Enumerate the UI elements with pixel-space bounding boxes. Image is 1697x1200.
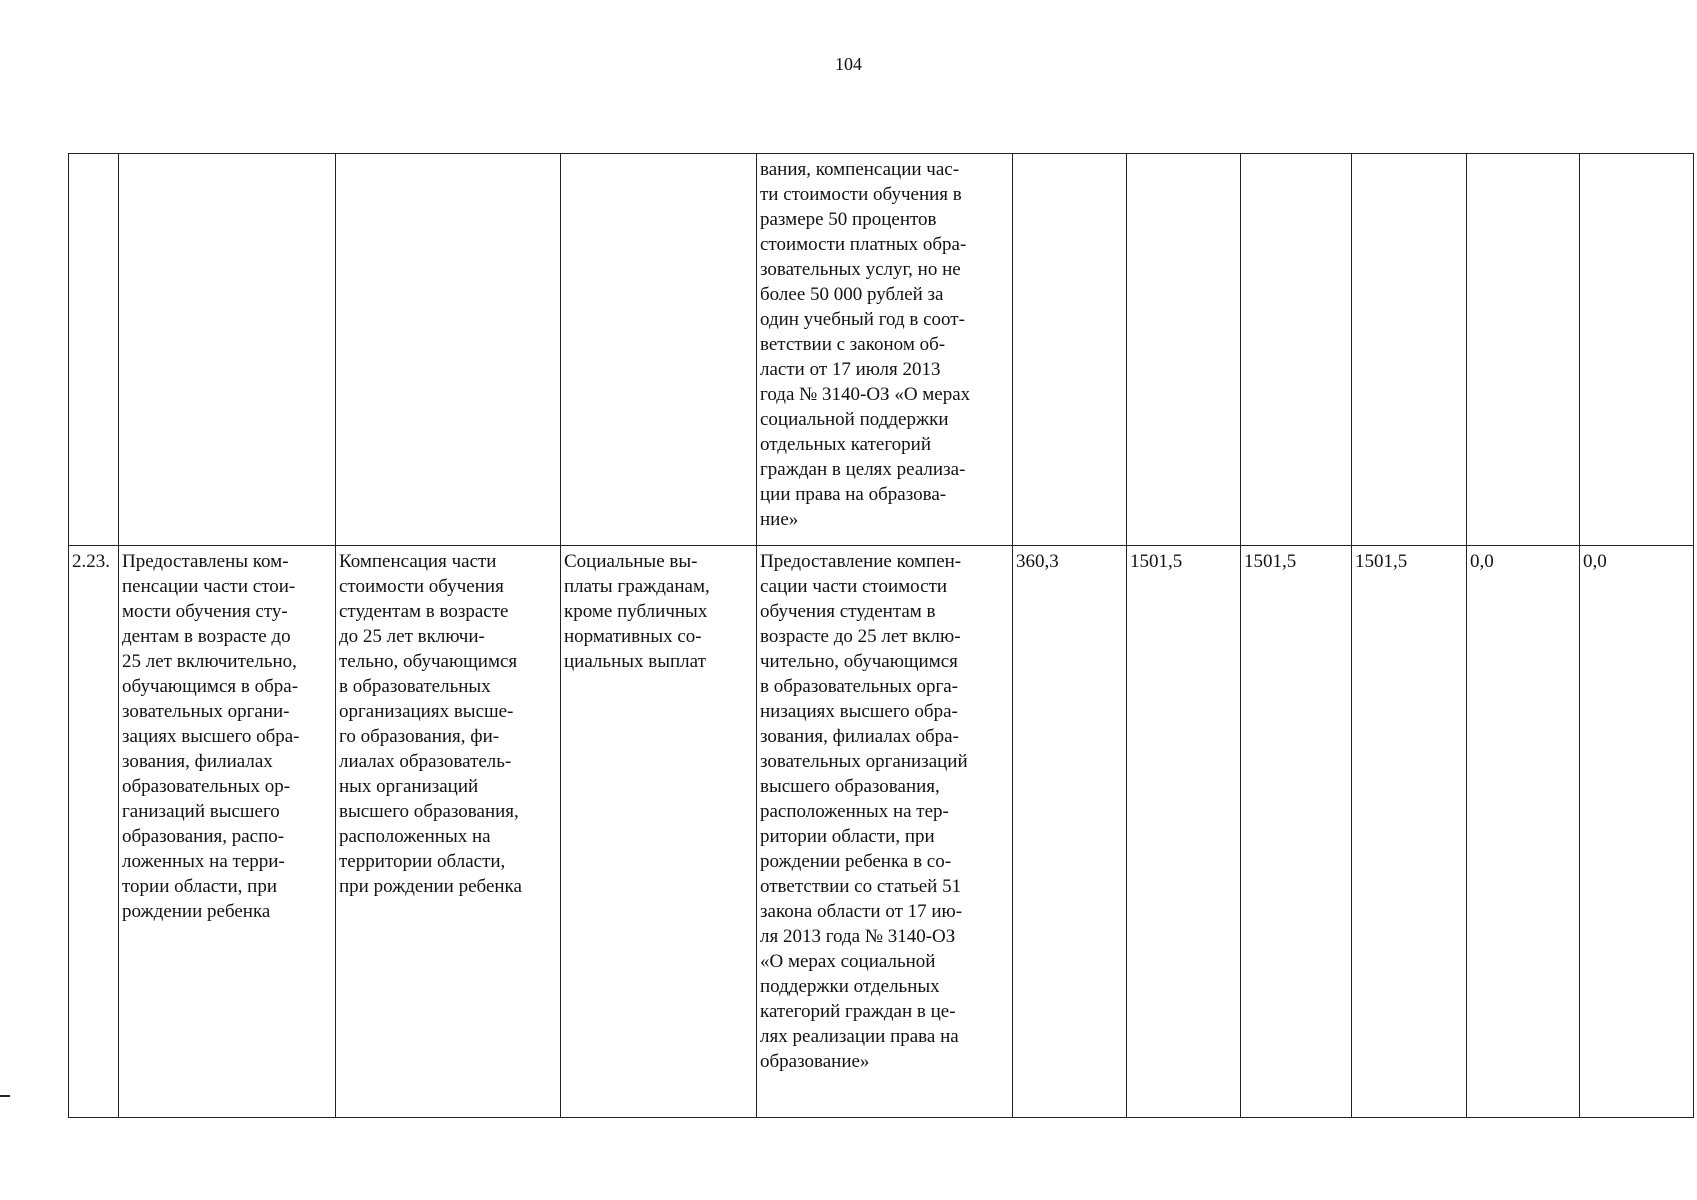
cell-measure xyxy=(336,154,561,546)
text-line: ложенных на терри- xyxy=(122,851,285,872)
text-line: зовательных организаций xyxy=(760,751,968,772)
text-line: стоимости платных обра- xyxy=(760,234,967,255)
text-line: зования, филиалах обра- xyxy=(760,726,959,747)
text-line: зовательных органи- xyxy=(122,701,290,722)
cell-description xyxy=(757,546,1013,1118)
text-line: сации части стоимости xyxy=(760,576,948,597)
text-line: студентам в возрасте xyxy=(339,601,509,622)
value-6: 0,0 xyxy=(1583,551,1607,572)
cell-result xyxy=(119,154,336,546)
cell-expense-type xyxy=(561,546,757,1118)
cell-value-6 xyxy=(1580,546,1694,1118)
text-line: высшего образования, xyxy=(760,776,940,797)
text-line: при рождении ребенка xyxy=(339,876,522,897)
cell-value-1 xyxy=(1013,546,1127,1118)
text-line: лях реализации права на xyxy=(760,1026,959,1047)
text-line: Социальные вы- xyxy=(564,551,698,572)
text-line: зациях высшего обра- xyxy=(122,726,300,747)
value-3: 1501,5 xyxy=(1244,551,1297,572)
text-line: высшего образования, xyxy=(339,801,519,822)
cell-expense-type xyxy=(561,154,757,546)
text-line: го образования, фи- xyxy=(339,726,500,747)
text-line: нормативных со- xyxy=(564,626,702,647)
text-line: расположенных на xyxy=(339,826,491,847)
text-line: кроме публичных xyxy=(564,601,708,622)
table-row-continuation xyxy=(69,154,1694,546)
margin-mark xyxy=(0,1095,10,1097)
cell-number xyxy=(69,154,119,546)
text-line: возрасте до 25 лет вклю- xyxy=(760,626,961,647)
text-line: ти стоимости обучения в xyxy=(760,184,962,205)
text-line: граждан в целях реализа- xyxy=(760,459,966,480)
text-line: лиалах образователь- xyxy=(339,751,512,772)
text-line: года № 3140-ОЗ «О мерах xyxy=(760,384,971,405)
result-text xyxy=(122,549,332,924)
text-line: тории области, при xyxy=(122,876,277,897)
text-line: циальных выплат xyxy=(564,651,706,672)
cell-value-3 xyxy=(1241,546,1352,1118)
cell-value-5 xyxy=(1467,546,1580,1118)
text-line: рождении ребенка в со- xyxy=(760,851,952,872)
text-line: образование» xyxy=(760,1051,870,1072)
text-line: ние» xyxy=(760,509,799,530)
text-line: в образовательных xyxy=(339,676,491,697)
text-line: категорий граждан в це- xyxy=(760,1001,956,1022)
value-1: 360,3 xyxy=(1016,551,1059,572)
text-line: чительно, обучающимся xyxy=(760,651,958,672)
value-2: 1501,5 xyxy=(1130,551,1183,572)
cell-number xyxy=(69,546,119,1118)
text-line: пенсации части стои- xyxy=(122,576,296,597)
text-line: ции права на образова- xyxy=(760,484,947,505)
cell-description xyxy=(757,154,1013,546)
text-line: платы гражданам, xyxy=(564,576,710,597)
text-line: закона области от 17 ию- xyxy=(760,901,963,922)
text-line: ганизаций высшего xyxy=(122,801,280,822)
text-line: Предоставлены ком- xyxy=(122,551,289,572)
text-line: обучающимся в обра- xyxy=(122,676,299,697)
text-line: ответствии со статьей 51 xyxy=(760,876,962,897)
text-line: ласти от 17 июля 2013 xyxy=(760,359,941,380)
text-line: ветствии с законом об- xyxy=(760,334,946,355)
cell-value xyxy=(1580,154,1694,546)
measure-text xyxy=(339,549,557,899)
cell-value-2 xyxy=(1127,546,1241,1118)
cell-value-4 xyxy=(1352,546,1467,1118)
text-line: до 25 лет включи- xyxy=(339,626,485,647)
text-line: зования, филиалах xyxy=(122,751,273,772)
text-line: в образовательных орга- xyxy=(760,676,958,697)
text-line: образовательных ор- xyxy=(122,776,291,797)
description-text xyxy=(760,549,1009,1074)
cell-result xyxy=(119,546,336,1118)
cell-measure xyxy=(336,546,561,1118)
text-line: стоимости обучения xyxy=(339,576,504,597)
text-line: территории области, xyxy=(339,851,506,872)
text-line: мости обучения сту- xyxy=(122,601,288,622)
text-line: Компенсация части xyxy=(339,551,497,572)
text-line: более 50 000 рублей за xyxy=(760,284,944,305)
cell-value xyxy=(1013,154,1127,546)
text-line: ритории области, при xyxy=(760,826,935,847)
text-line: дентам в возрасте до xyxy=(122,626,291,647)
text-line: зовательных услуг, но не xyxy=(760,259,961,280)
text-line: расположенных на тер- xyxy=(760,801,949,822)
cell-value xyxy=(1241,154,1352,546)
text-line: социальной поддержки xyxy=(760,409,949,430)
description-text xyxy=(760,157,1009,532)
text-line: рождении ребенка xyxy=(122,901,271,922)
table-row-2-23 xyxy=(69,546,1694,1118)
text-line: ных организаций xyxy=(339,776,479,797)
cell-value xyxy=(1352,154,1467,546)
text-line: Предоставление компен- xyxy=(760,551,962,572)
cell-value xyxy=(1467,154,1580,546)
page-number: 104 xyxy=(835,54,862,74)
text-line: низациях высшего обра- xyxy=(760,701,958,722)
text-line: вания, компенсации час- xyxy=(760,159,960,180)
text-line: один учебный год в соот- xyxy=(760,309,965,330)
expense-type-text xyxy=(564,549,753,674)
text-line: ля 2013 года № 3140-ОЗ xyxy=(760,926,956,947)
text-line: обучения студентам в xyxy=(760,601,936,622)
cell-value xyxy=(1127,154,1241,546)
text-line: тельно, обучающимся xyxy=(339,651,518,672)
value-4: 1501,5 xyxy=(1355,551,1408,572)
text-line: 25 лет включительно, xyxy=(122,651,297,672)
text-line: «О мерах социальной xyxy=(760,951,936,972)
value-5: 0,0 xyxy=(1470,551,1494,572)
text-line: поддержки отдельных xyxy=(760,976,940,997)
budget-table xyxy=(68,153,1694,1118)
text-line: организациях высше- xyxy=(339,701,514,722)
text-line: размере 50 процентов xyxy=(760,209,937,230)
row-number: 2.23. xyxy=(72,551,110,572)
text-line: образования, распо- xyxy=(122,826,285,847)
text-line: отдельных категорий xyxy=(760,434,932,455)
